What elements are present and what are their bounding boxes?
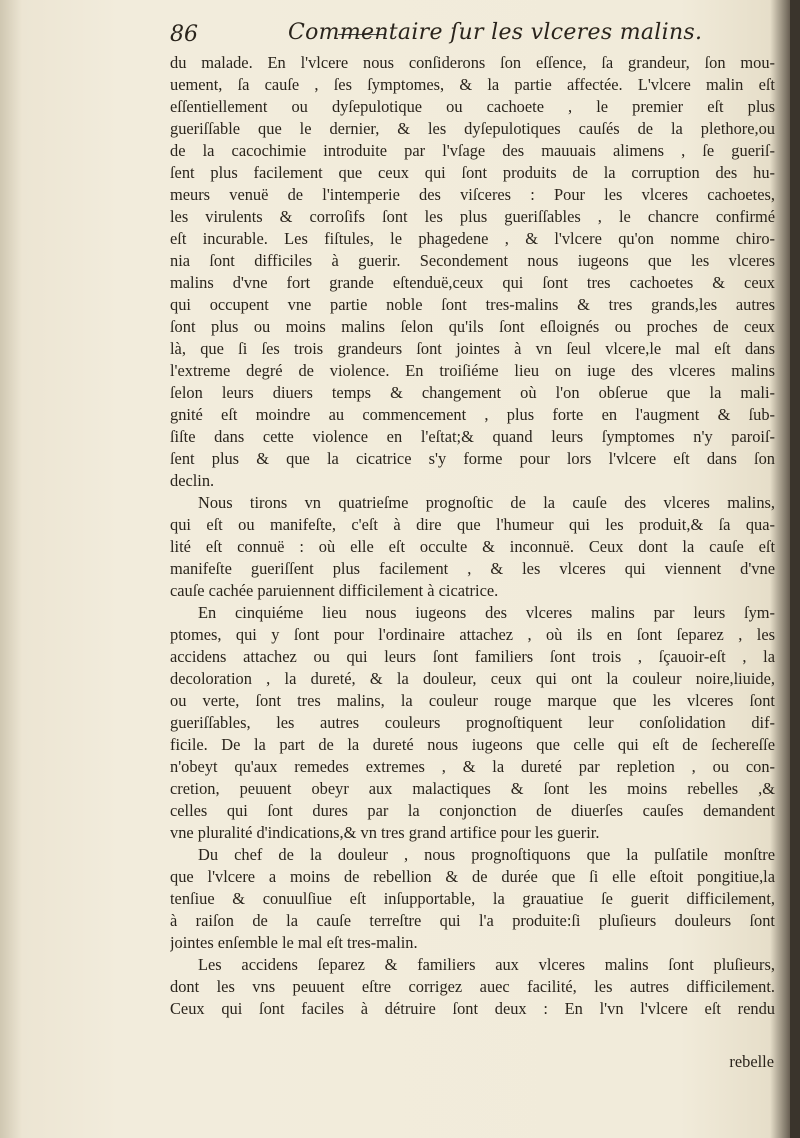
catchword: rebelle (729, 1052, 774, 1071)
text-line: vne pluralité d'indications,& vn tres grand artifice pour les guerir. (170, 823, 600, 842)
text-line: malins d'vne fort grande eſtenduë,ceux qui ſont tres cachoetes & ceux (170, 273, 775, 292)
text-line: du malade. En l'vlcere nous conſiderons ſon eſſence, ſa grandeur, ſon mou- (170, 53, 775, 72)
text-line: ficile. De la part de la dureté nous iugeons que celle qui eſt de ſechereſſe (170, 735, 775, 754)
text-line: declin. (170, 471, 215, 490)
text-line: gueriſſable que le dernier, & les dyſepulotiques cauſés de la plethore,ou (170, 119, 775, 138)
text-line: eſt incurable. Les fiſtules, le phagedene , & l'vlcere qu'on nomme chiro- (170, 229, 775, 248)
text-line: celles qui ſont dures par la conjonction de diuerſes cauſes demandent (170, 801, 775, 820)
text-line: jointes enſemble le mal eſt tres-malin. (170, 933, 418, 952)
text-line: nia ſont difficiles à guerir. Secondement nous iugeons que les vlceres (170, 251, 775, 270)
text-line: qui occupent vne partie noble ſont tres-malins & tres grands,les autres (170, 295, 775, 314)
text-line: Du chef de la douleur , nous prognoſtiquons que la pulſatile monſtre (198, 845, 775, 864)
text-line: de la cacochimie introduite par l'vſage des mauuais alimens , ſe gueriſ- (170, 141, 775, 160)
text-line: que l'vlcere a moins de rebellion & de durée que ſi elle eſtoit pongitiue,la (170, 867, 775, 886)
text-line: ptomes, qui y ſont pour l'ordinaire attachez , où ils en ſont ſeparez , les (170, 625, 775, 644)
text-line: meurs venuë de l'intemperie des viſceres : Pour les vlceres cachoetes, (170, 185, 775, 204)
text-line: gnité eſt moindre au commencement , plus forte en l'augment & ſub- (170, 405, 775, 424)
text-line: l'extreme degré de violence. En troiſiéme lieu on iuge des vlceres malins (170, 361, 775, 380)
text-line: lité eſt connuë : où elle eſt occulte & inconnuë. Ceux dont la cauſe eſt (170, 537, 775, 556)
text-line: decoloration , la dureté, & la douleur, ceux qui ont la couleur noire,liuide, (170, 669, 775, 688)
text-line: cauſe cachée paruiennent difficilement à cicatrice. (170, 581, 499, 600)
text-line: ſent plus facilement que ceux qui ſont produits de la corruption des hu- (170, 163, 775, 182)
page-number: 86 (170, 22, 198, 47)
text-line: ſont plus ou moins malins ſelon qu'ils ſont eſloignés ou proches de ceux (170, 317, 775, 336)
text-line: ſelon leurs diuers temps & changement où l'on obſerue que la mali- (170, 383, 775, 402)
text-line: à raiſon de la cauſe terreſtre qui l'a produite:ſi pluſieurs douleurs ſont (170, 911, 775, 930)
text-line: eſſentiellement ou dyſepulotique ou cachoete , le premier eſt plus (170, 97, 775, 116)
text-line: les virulents & corroſifs ſont les plus gueriſſables , le chancre confirmé (170, 207, 775, 226)
text-line: ſent plus & que la cicatrice s'y forme pour lors l'vlcere eſt dans ſon (170, 449, 775, 468)
text-line: Ceux qui ſont faciles à détruire ſont deux : En l'vn l'vlcere eſt rendu (170, 999, 775, 1018)
text-line: qui eſt ou manifeſte, c'eſt à dire que l'humeur qui les produit,& ſa qua- (170, 515, 775, 534)
text-line: accidens attachez ou qui leurs ſont familiers ſont trois , ſçauoir-eſt , la (170, 647, 775, 666)
text-line: Les accidens ſeparez & familiers aux vlceres malins ſont pluſieurs, (198, 955, 775, 974)
text-line: n'obeyt qu'aux remedes extremes , & la dureté par repletion , ou con- (170, 757, 775, 776)
text-line: dont les vns peuuent eſtre corrigez auec facilité, les autres difficilement. (170, 977, 775, 996)
text-line: uement, ſa cauſe , ſes ſymptomes, & la partie affectée. L'vlcere malin eſt (170, 75, 775, 94)
text-line: ſiſte dans cette violence en l'eſtat;& quand leurs ſymptomes n'y paroiſ- (170, 427, 775, 446)
text-line: ou verte, ſont tres malins, la couleur rouge marque que les vlceres ſont (170, 691, 775, 710)
text-line: là, que ſi ſes trois grandeurs ſont jointes à vn ſeul vlcere,le mal eſt dans (170, 339, 775, 358)
text-line: gueriſſables, les autres couleurs prognoſtiquent leur conſolidation dif- (170, 713, 775, 732)
body-text (170, 52, 775, 1020)
book-spine-edge (790, 0, 800, 1138)
text-line: cretion, peuuent obeyr aux malactiques & ſont les moins rebelles ,& (170, 779, 775, 798)
text-line: tenſiue & conuulſiue eſt inſupportable, la grauatiue ſe guerit difficilement, (170, 889, 775, 908)
page-header (170, 16, 770, 52)
text-line: En cinquiéme lieu nous iugeons des vlceres malins par leurs ſym- (198, 603, 775, 622)
running-title: Commentaire ſur les vlceres malins. (288, 20, 703, 45)
text-line: Nous tirons vn quatrieſme prognoſtic de la cauſe des vlceres malins, (198, 493, 775, 512)
text-line: manifeſte gueriſſent plus facilement , & les vlceres qui viennent d'vne (170, 559, 775, 578)
